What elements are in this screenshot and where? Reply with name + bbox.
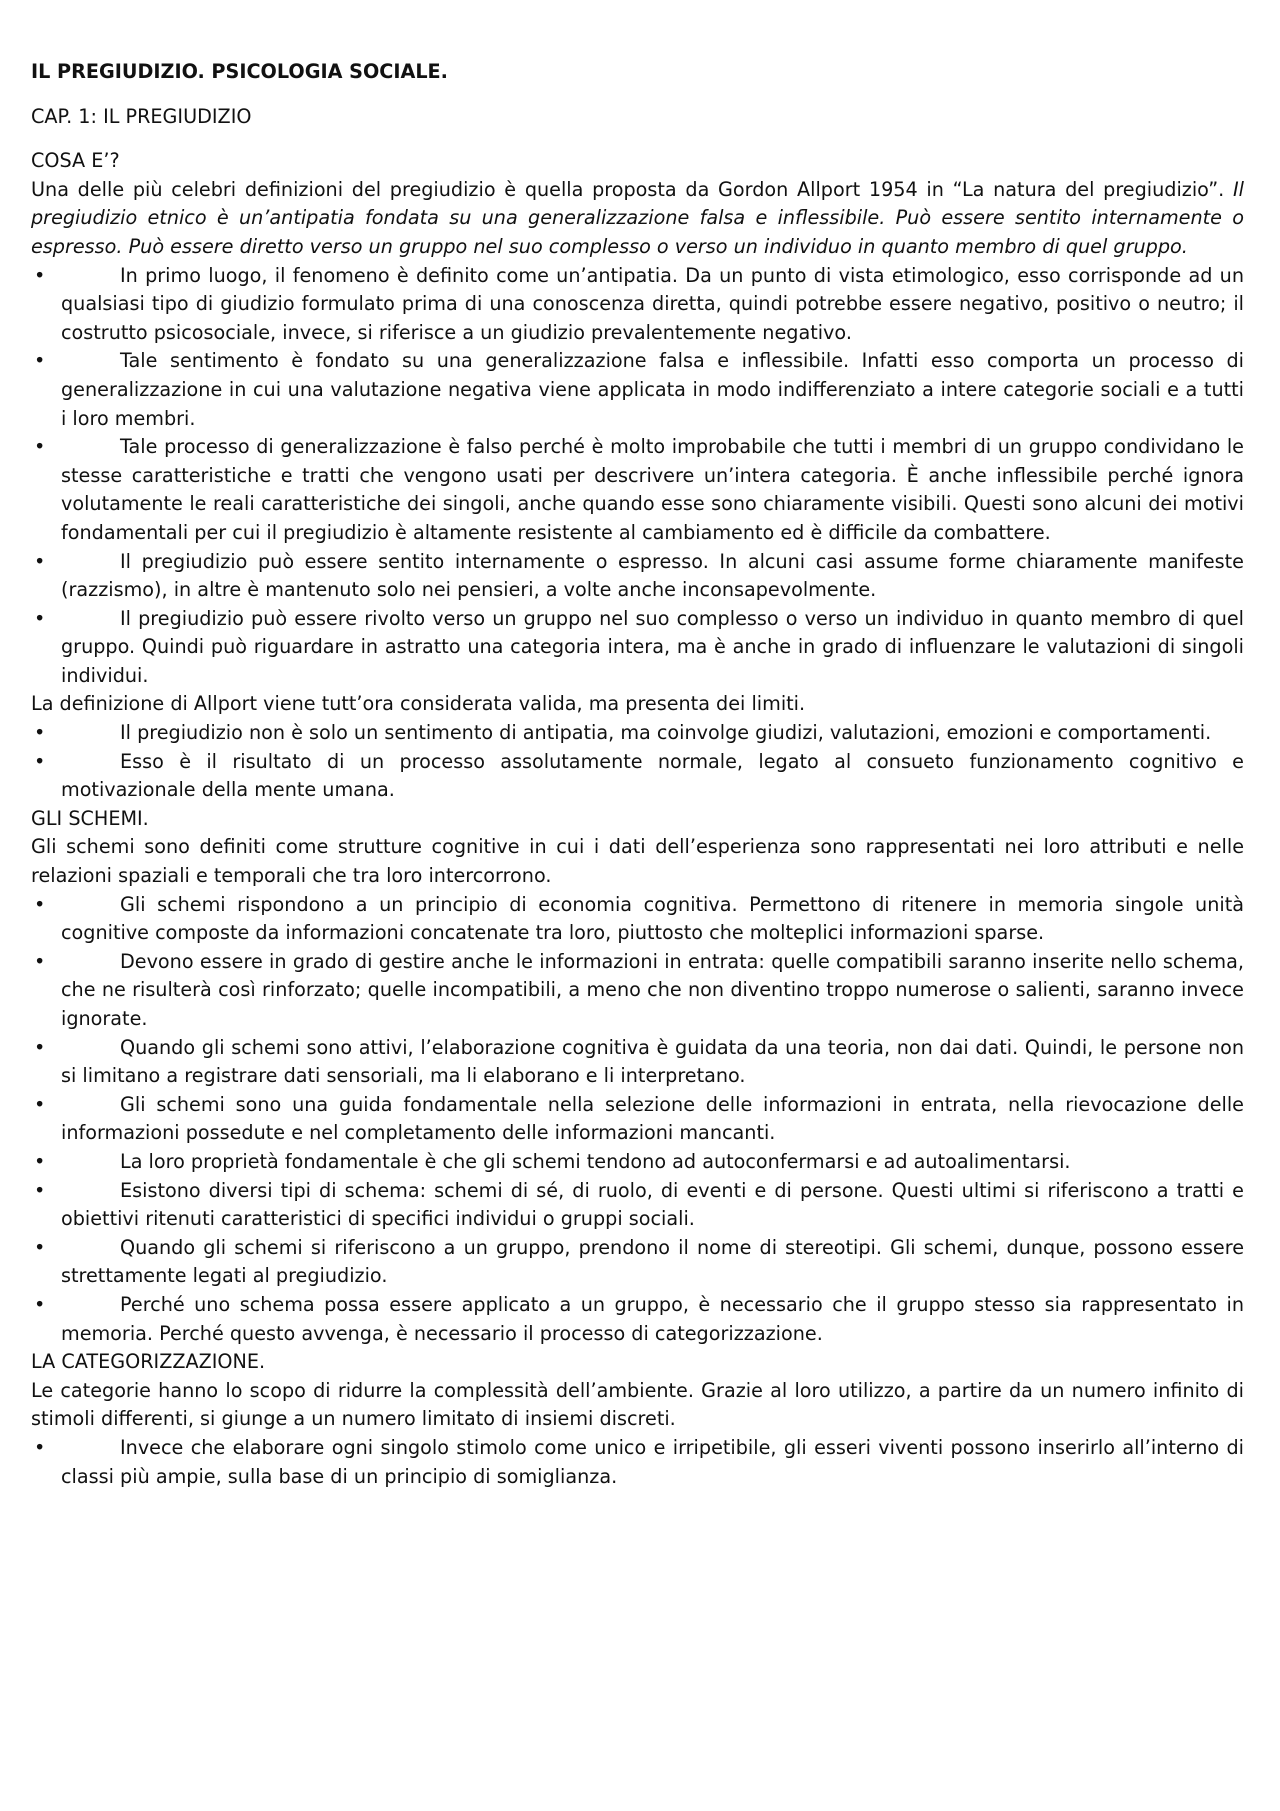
bullet-text: Devono essere in grado di gestire anche le informazioni in entrata: quelle compatibili saranno inserite nello schema, che ne risulterà così rinforzato; quelle incompatibili, a meno che non diventino troppo numerose o salienti, saranno invece ignorate. <box>61 949 1244 1030</box>
bullet-item <box>31 948 1244 1034</box>
bullet-text: La loro proprietà fondamentale è che gli schemi tendono ad autoconfermarsi e ad autoalimentarsi. <box>120 1149 1071 1173</box>
bullet-text: Tale processo di generalizzazione è falso perché è molto improbabile che tutti i membri di un gruppo condividano le stesse caratteristiche e tratti che vengono usati per descrivere un’intera categoria. È anche inflessibile perché ignora volutamente le reali caratteristiche dei singoli, anche quando esse sono chiaramente visibili. Questi sono alcuni dei motivi fondamentali per cui il pregiudizio è altamente resistente al cambiamento ed è difficile da combattere. <box>61 435 1244 544</box>
bullet-text: Esso è il risultato di un processo assolutamente normale, legato al consueto funzionamento cognitivo e motivazionale della mente umana. <box>61 749 1244 802</box>
bullet-text: Gli schemi rispondono a un principio di economia cognitiva. Permettono di ritenere in memoria singole unità cognitive composte da informazioni concatenate tra loro, piuttosto che molteplici informazioni sparse. <box>61 892 1244 945</box>
bullet-item <box>31 1034 1244 1091</box>
categorizzazione-bullet-list <box>31 1434 1244 1491</box>
bullet-text: Invece che elaborare ogni singolo stimolo come unico e irripetibile, gli esseri viventi possono inserirlo all’interno di classi più ampie, sulla base di un principio di somiglianza. <box>61 1435 1244 1488</box>
schemi-bullet-list <box>31 891 1244 1349</box>
bullet-text: Il pregiudizio non è solo un sentimento di antipatia, ma coinvolge giudizi, valutazioni, emozioni e comportamenti. <box>120 721 1212 745</box>
bullet-marker: • <box>34 435 46 459</box>
definition-paragraph <box>31 176 1244 262</box>
bullet-marker: • <box>34 892 46 916</box>
schemi-intro: Gli schemi sono definiti come strutture cognitive in cui i dati dell’esperienza sono rappresentati nei loro attributi e nelle relazioni spaziali e temporali che tra loro intercorrono. <box>31 835 1244 888</box>
bullet-text: Quando gli schemi sono attivi, l’elaborazione cognitiva è guidata da una teoria, non dai dati. Quindi, le persone non si limitano a registrare dati sensoriali, ma li elaborano e li interpretano. <box>61 1035 1244 1088</box>
section-heading-categorizzazione: LA CATEGORIZZAZIONE. <box>31 1350 266 1374</box>
bullet-text: Gli schemi sono una guida fondamentale nella selezione delle informazioni in entrata, nella rievocazione delle informazioni possedute e nel completamento delle informazioni mancanti. <box>61 1092 1244 1145</box>
bullet-item <box>31 605 1244 691</box>
bullet-marker: • <box>34 1178 46 1202</box>
bullet-marker: • <box>34 1035 46 1059</box>
bullet-item <box>31 1177 1244 1234</box>
bullet-marker: • <box>34 949 46 973</box>
definition-intro: Una delle più celebri definizioni del pregiudizio è quella proposta da Gordon Allport 1954 in “La natura del pregiudizio”. <box>31 177 1225 201</box>
bullet-marker: • <box>34 606 46 630</box>
section-heading-schemi: GLI SCHEMI. <box>31 806 149 830</box>
bullet-item <box>31 1434 1244 1491</box>
limits-intro: La definizione di Allport viene tutt’ora considerata valida, ma presenta dei limiti. <box>31 692 806 716</box>
allport-definition-quote: Il pregiudizio etnico è un’antipatia fondata su una generalizzazione falsa e inflessibile. Può essere sentito internamente o espresso. Può essere diretto verso un gruppo nel suo complesso o verso un individuo in quanto membro di quel gruppo. <box>31 177 1244 258</box>
bullet-item <box>31 347 1244 433</box>
bullet-text: Perché uno schema possa essere applicato a un gruppo, è necessario che il gruppo stesso sia rappresentato in memoria. Perché questo avvenga, è necessario il processo di categorizzazione. <box>61 1292 1244 1345</box>
bullet-marker: • <box>34 549 46 573</box>
document-title: IL PREGIUDIZIO. PSICOLOGIA SOCIALE. <box>31 60 448 83</box>
bullet-text: Quando gli schemi si riferiscono a un gruppo, prendono il nome di stereotipi. Gli schemi, dunque, possono essere strettamente legati al pregiudizio. <box>61 1235 1244 1288</box>
bullet-item <box>31 548 1244 605</box>
bullet-marker: • <box>34 263 46 287</box>
bullet-item <box>31 1234 1244 1291</box>
bullet-item <box>31 719 1244 748</box>
bullet-text: Il pregiudizio può essere sentito internamente o espresso. In alcuni casi assume forme chiaramente manifeste (razzismo), in altre è mantenuto solo nei pensieri, a volte anche inconsapevolmente. <box>61 549 1244 602</box>
bullet-text: Esistono diversi tipi di schema: schemi di sé, di ruolo, di eventi e di persone. Questi ultimi si riferiscono a tratti e obiettivi ritenuti caratteristici di specifici individui o gruppi sociali. <box>61 1178 1244 1231</box>
bullet-item <box>31 433 1244 547</box>
bullet-marker: • <box>34 1435 46 1459</box>
bullet-text: In primo luogo, il fenomeno è definito come un’antipatia. Da un punto di vista etimologico, esso corrisponde ad un qualsiasi tipo di giudizio formulato prima di una conoscenza diretta, quindi potrebbe essere negativo, positivo o neutro; il costrutto psicosociale, invece, si riferisce a un giudizio prevalentemente negativo. <box>61 263 1244 344</box>
bullet-item <box>31 748 1244 805</box>
definition-bullet-list <box>31 262 1244 691</box>
bullet-text: Il pregiudizio può essere rivolto verso un gruppo nel suo complesso o verso un individuo in quanto membro di quel gruppo. Quindi può riguardare in astratto una categoria intera, ma è anche in grado di influenzare le valutazioni di singoli individui. <box>61 606 1244 687</box>
document-page <box>31 58 1244 1491</box>
chapter-heading: CAP. 1: IL PREGIUDIZIO <box>31 104 252 128</box>
bullet-item <box>31 1148 1244 1177</box>
limits-bullet-list <box>31 719 1244 805</box>
bullet-item <box>31 891 1244 948</box>
categorizzazione-intro: Le categorie hanno lo scopo di ridurre la complessità dell’ambiente. Grazie al loro utilizzo, a partire da un numero infinito di stimoli differenti, si giunge a un numero limitato di insiemi discreti. <box>31 1378 1244 1431</box>
bullet-marker: • <box>34 1149 46 1173</box>
bullet-item <box>31 1291 1244 1348</box>
bullet-marker: • <box>34 1092 46 1116</box>
bullet-marker: • <box>34 721 46 745</box>
bullet-marker: • <box>34 1292 46 1316</box>
bullet-marker: • <box>34 749 46 773</box>
bullet-marker: • <box>34 1235 46 1259</box>
bullet-marker: • <box>34 349 46 373</box>
bullet-item <box>31 262 1244 348</box>
bullet-item <box>31 1091 1244 1148</box>
bullet-text: Tale sentimento è fondato su una generalizzazione falsa e inflessibile. Infatti esso comporta un processo di generalizzazione in cui una valutazione negativa viene applicata in modo indifferenziato a intere categorie sociali e a tutti i loro membri. <box>61 349 1244 430</box>
section-heading-cosa: COSA E’? <box>31 149 120 173</box>
